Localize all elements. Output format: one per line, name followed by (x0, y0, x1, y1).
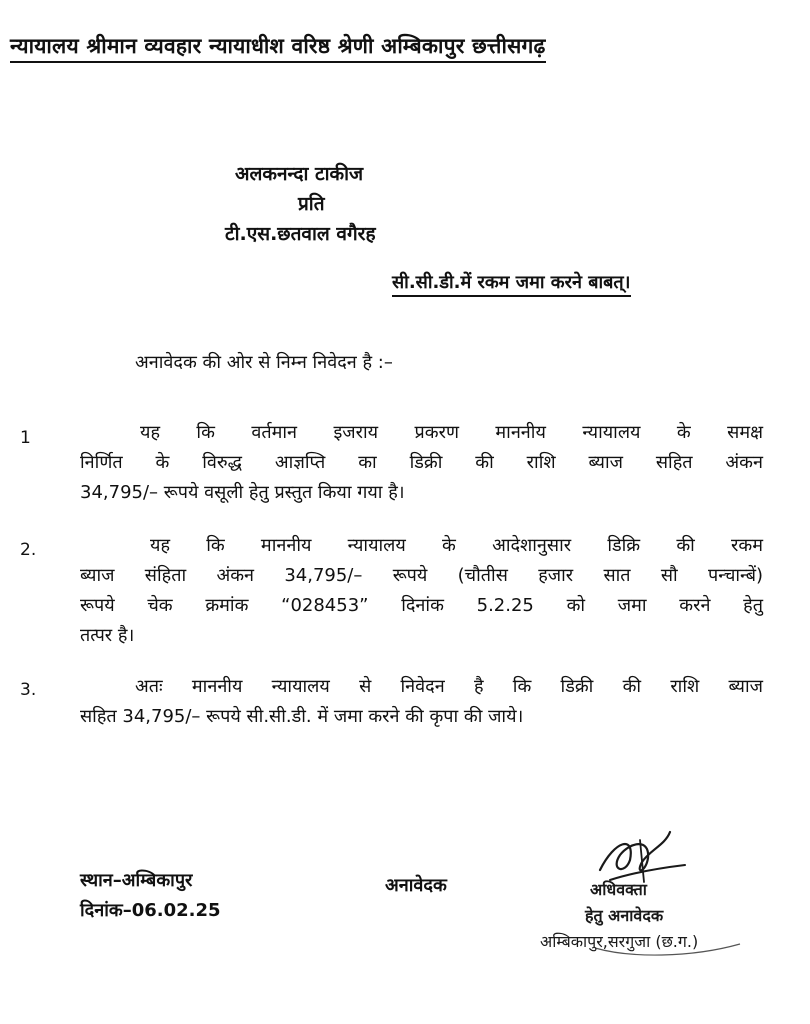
subject-line: सी.सी.डी.में रकम जमा करने बाबत्। (392, 270, 631, 297)
paragraph-1-line-3: 34,795/– रूपये वसूली हेतु प्रस्तुत किया गया है। (80, 482, 405, 503)
paragraph-3-line-1: अतः माननीय न्यायालय से निवेदन है कि डिक्री की राशि ब्याज (135, 676, 763, 697)
paragraph-2-line-4: तत्पर है। (80, 625, 135, 646)
paragraph-number-2: 2. (20, 540, 37, 560)
signature-line-3: अम्बिकापुर,सरगुजा (छ.ग.) (540, 932, 699, 951)
applicant-label: अनावेदक (385, 875, 447, 896)
signature-line-1: अधिवक्ता (590, 880, 647, 899)
signature-stamp-area (540, 820, 750, 970)
paragraph-3-line-2: सहित 34,795/– रूपये सी.सी.डी. में जमा करने की कृपा की जाये। (80, 706, 524, 727)
paragraph-number-1: 1 (20, 428, 31, 448)
court-header: न्यायालय श्रीमान व्यवहार न्यायाधीश वरिष्ठ श्रेणी अम्बिकापुर छत्तीसगढ़ (10, 32, 546, 63)
signature-line-2: हेतु अनावेदक (585, 906, 664, 925)
date-line: दिनांक–06.02.25 (80, 900, 221, 921)
paragraph-number-3: 3. (20, 680, 37, 700)
paragraph-2-line-3: रूपये चेक क्रमांक “028453” दिनांक 5.2.25 को जमा करने हेतु (80, 595, 763, 616)
place-line: स्थान–अम्बिकापुर (80, 870, 193, 891)
paragraph-2-line-1: यह कि माननीय न्यायालय के आदेशानुसार डिक्रि की रकम (150, 535, 763, 556)
intro-line: अनावेदक की ओर से निम्न निवेदन है :– (135, 352, 393, 373)
paragraph-1-line-2: निर्णित के विरुद्ध आज्ञप्ति का डिक्री की राशि ब्याज सहित अंकन (80, 452, 763, 473)
paragraph-2-line-2: ब्याज संहिता अंकन 34,795/– रूपये (चौतीस हजार सात सौ पन्चान्बें) (80, 565, 763, 586)
party1-name: अलकनन्दा टाकीज (235, 163, 364, 185)
paragraph-1 (80, 418, 763, 508)
versus-label: प्रति (298, 193, 325, 215)
paragraph-1-line-1: यह कि वर्तमान इजराय प्रकरण माननीय न्यायालय के समक्ष (140, 422, 763, 443)
party2-name: टी.एस.छतवाल वगैरह (225, 223, 376, 245)
paragraph-3 (80, 672, 763, 732)
paragraph-2 (80, 531, 763, 651)
